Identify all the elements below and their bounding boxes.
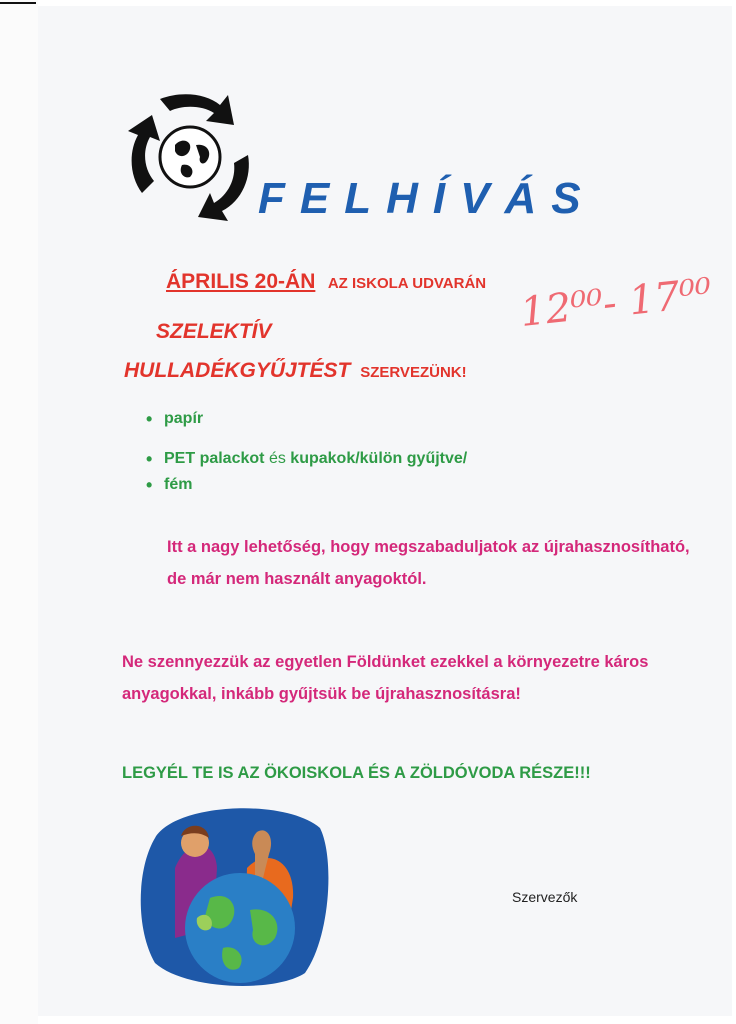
list-item-metal (146, 476, 467, 502)
selective-line2 (124, 359, 467, 383)
people-earth-illustration (135, 798, 335, 988)
list-item-paper (146, 410, 467, 436)
earth-paragraph: Ne szennyezzük az egyetlen Földünket ezekkel a környezetre káros anyagokkal, inkább gyűjtsük be újrahasznosításra! (122, 653, 649, 703)
organizers-signature: Szervezők (512, 889, 578, 905)
item-pet-and: és (268, 450, 286, 467)
item-metal-label: fém (164, 476, 193, 493)
date-line (166, 270, 486, 294)
poster-title: FELHÍVÁS (258, 174, 596, 223)
list-item-pet (146, 450, 467, 476)
item-caps-label: kupakok/külön gyűjtve/ (290, 450, 468, 467)
handwritten-time: 12⁰⁰- 17⁰⁰ (518, 270, 715, 336)
event-place: AZ ISKOLA UDVARÁN (327, 275, 487, 292)
selective-line1: SZELEKTÍV (156, 320, 272, 343)
eco-school-line: LEGYÉL TE IS AZ ÖKOISKOLA ÉS A ZÖLDÓVODA RÉSZE!!! (122, 764, 591, 782)
scan-edge (0, 0, 38, 1024)
opportunity-paragraph: Itt a nagy lehetőség, hogy megszabaduljatok az újrahasznosítható, de már nem használt anyagoktól. (167, 538, 690, 588)
scan-mark (0, 2, 36, 4)
item-paper-label: papír (164, 410, 204, 427)
item-pet-label: PET palackot (164, 450, 265, 467)
selective-suffix: SZERVEZÜNK! (360, 364, 467, 381)
recycle-earth-icon (120, 85, 260, 225)
event-date: ÁPRILIS 20-ÁN (166, 270, 316, 293)
selective-word: HULLADÉKGYŰJTÉST (124, 359, 351, 382)
collection-items-list (146, 410, 467, 502)
